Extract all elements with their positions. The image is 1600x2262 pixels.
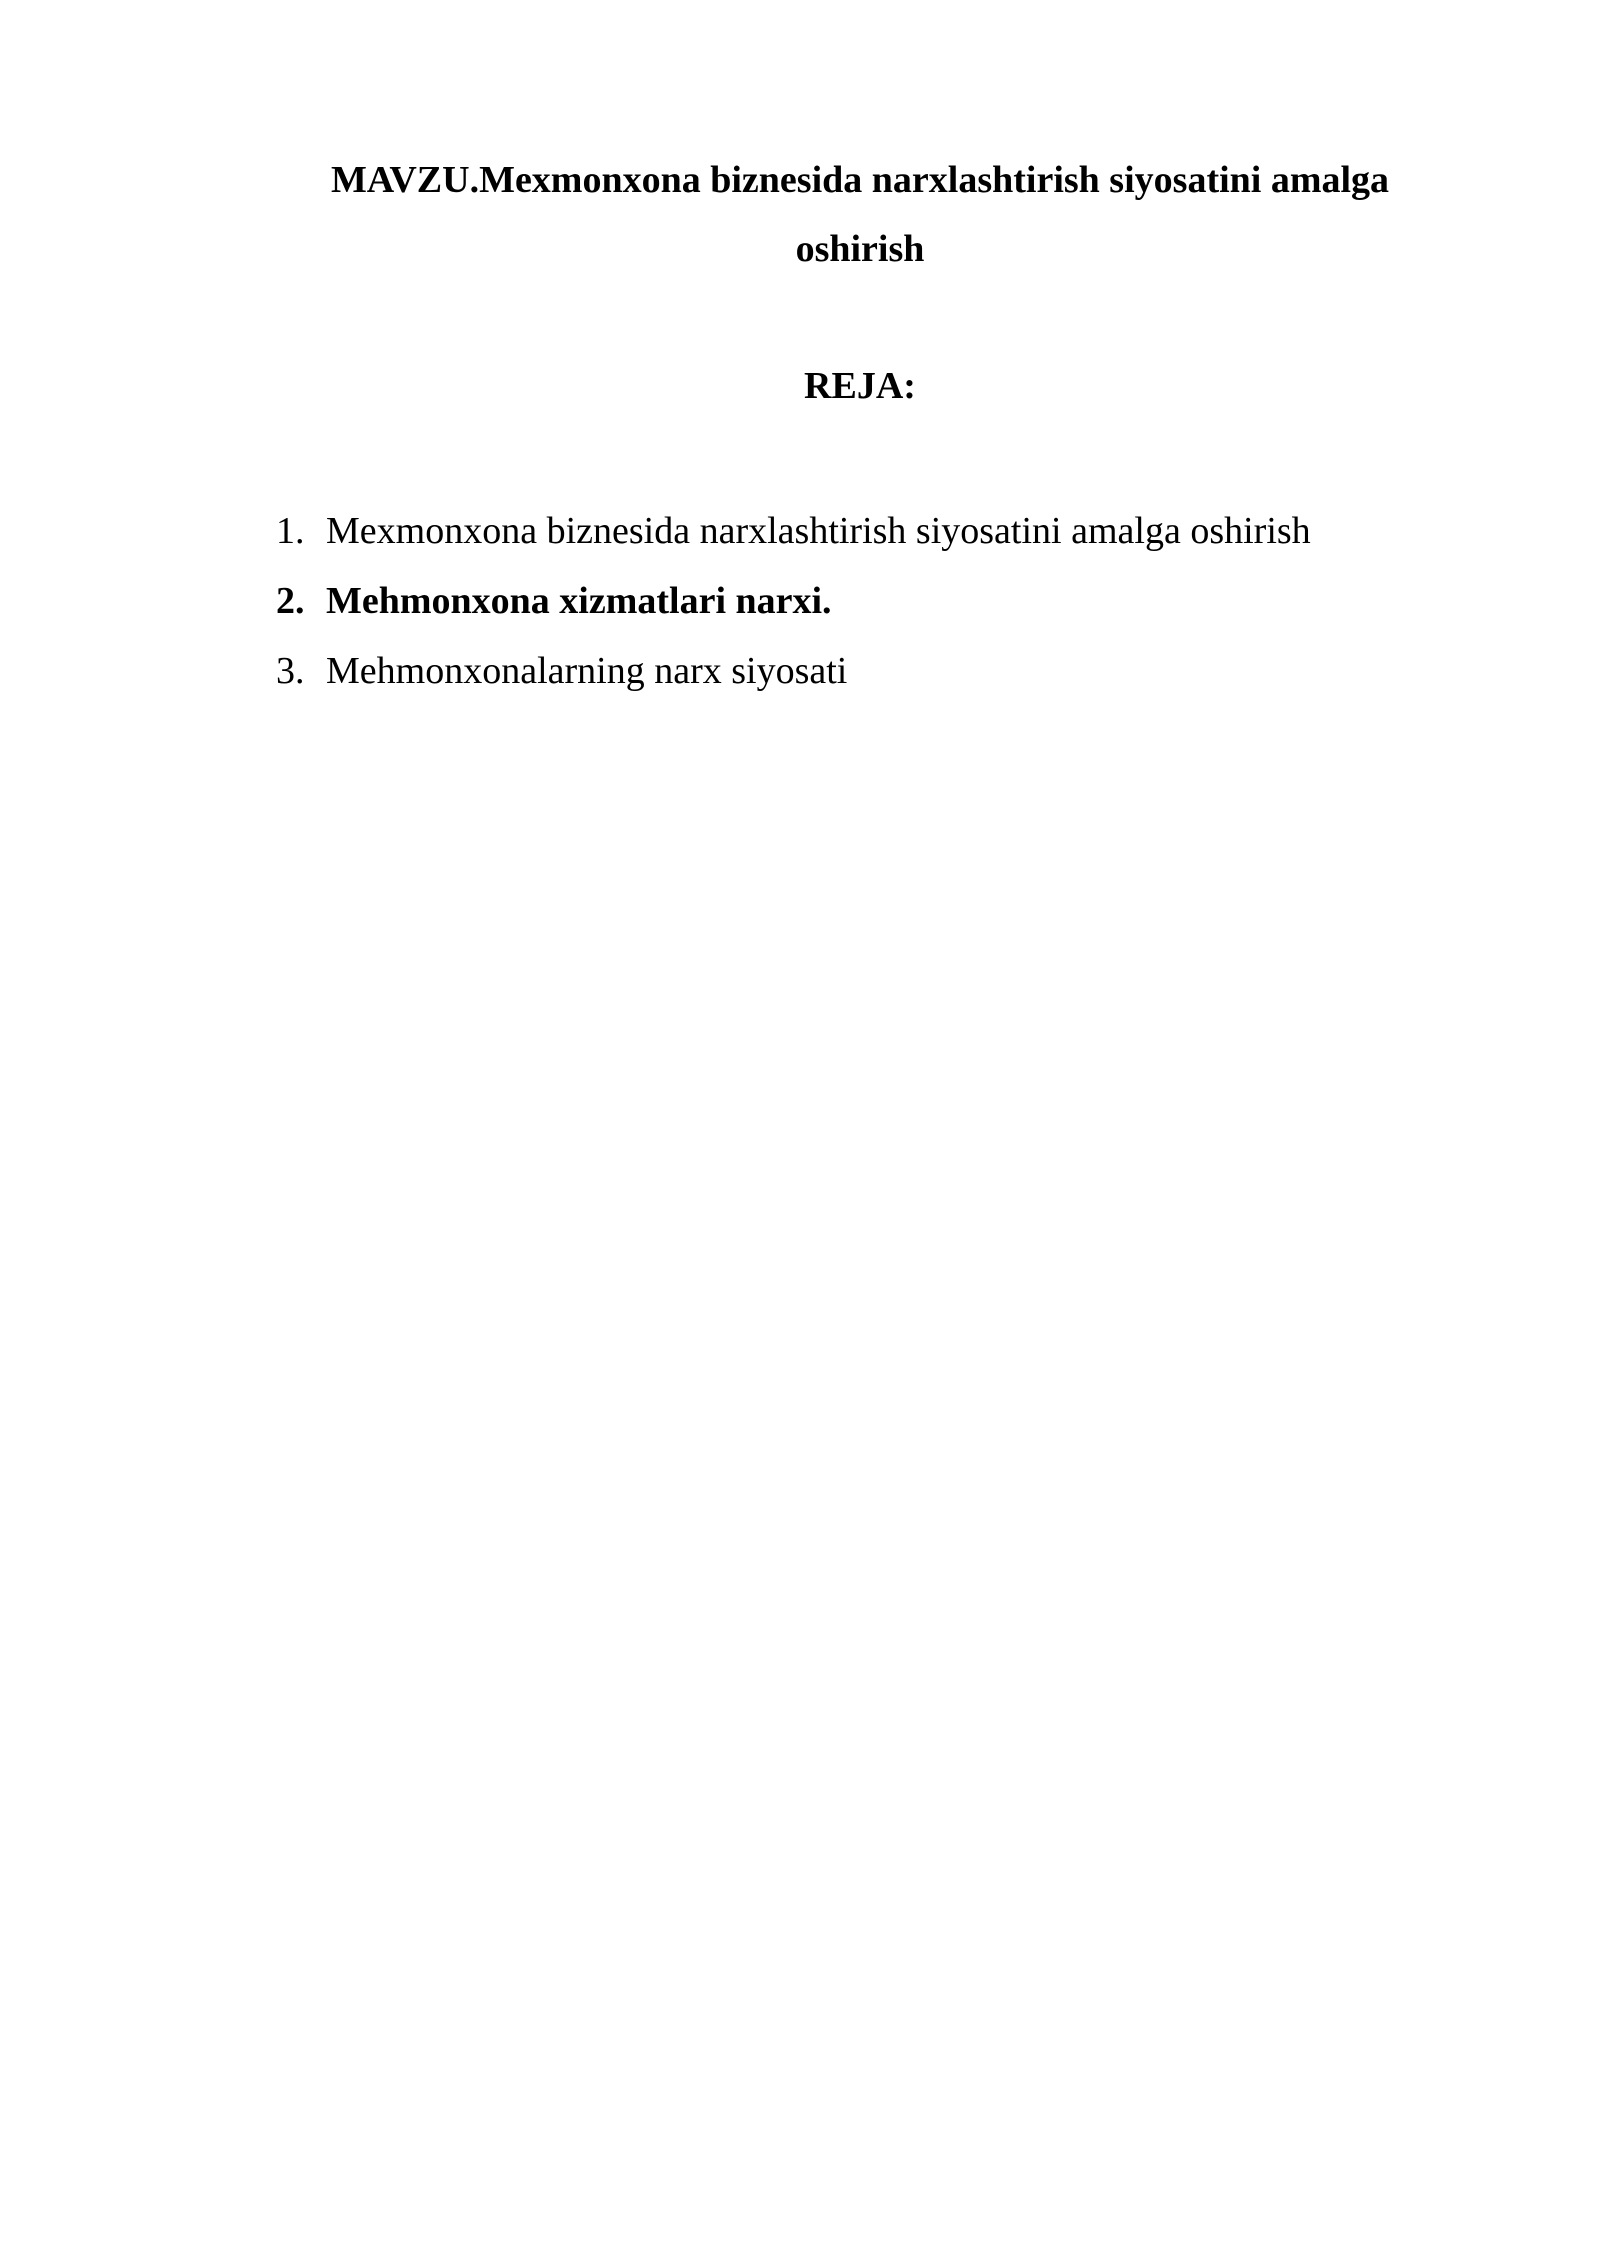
plan-item-1 <box>276 496 1476 566</box>
plan-heading: REJA: <box>804 365 916 407</box>
plan-item-number: 1. <box>276 510 305 552</box>
plan-item-text: Mehmonxonalarning narx siyosati <box>326 650 848 692</box>
plan-item-3 <box>276 636 1476 706</box>
plan-item-number: 2. <box>276 580 305 622</box>
plan-item-number: 3. <box>276 650 305 692</box>
plan-list <box>276 496 1476 706</box>
plan-item-text: Mexmonxona biznesida narxlashtirish siyosatini amalga oshirish <box>326 510 1311 552</box>
plan-item-text: Mehmonxona xizmatlari narxi. <box>326 580 832 622</box>
title-line-1: MAVZU.Mexmonxona biznesida narxlashtirish siyosatini amalga <box>330 159 1390 201</box>
document-title <box>270 146 1450 284</box>
plan-item-2 <box>276 566 1476 636</box>
title-line-2: oshirish <box>795 228 925 270</box>
